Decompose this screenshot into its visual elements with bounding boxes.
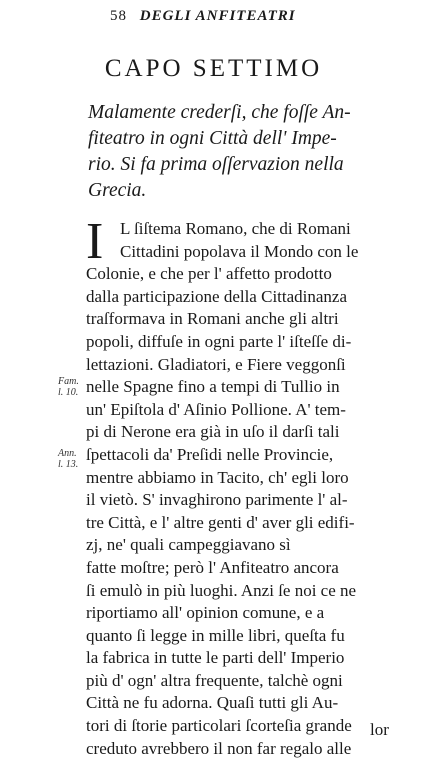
summary-line: fiteatro in ogni Città dell' Impe- [88, 128, 337, 149]
margin-note-ref: l. 10. [58, 387, 79, 398]
body-line: L ſiſtema Romano, che di Romani [120, 219, 351, 238]
body-line: fatte moſtre; però l' Anfiteatro ancora [86, 557, 339, 577]
body-line: dalla participazione della Cittadinanza [86, 286, 348, 306]
body-line: il vietò. S' invaghirono parimente l' al- [86, 490, 348, 510]
chapter-title: CAPO SETTIMO [104, 55, 323, 82]
page-number: 58 [110, 8, 127, 24]
body-line: tre Città, e l' altre genti d' aver gli edifi- [86, 512, 355, 532]
running-title: DEGLI ANFITEATRI [139, 8, 296, 24]
margin-note-ref: l. 13. [58, 459, 79, 470]
summary-line: Grecia. [88, 180, 147, 201]
body-line: Colonie, e che per l' affetto prodotto [86, 264, 332, 284]
body-line: Cittadini popolava il Mondo con le [120, 241, 359, 261]
margin-note [58, 448, 78, 470]
body-line: mentre abbiamo in Tacito, ch' egli loro [86, 467, 349, 487]
body-line: quanto ſi legge in mille libri, queſta fu [86, 625, 345, 645]
body-line: più d' ogn' altra frequente, talchè ogni [86, 670, 343, 690]
body-line: pi di Nerone era già in uſo il darſi tali [86, 422, 340, 442]
margin-note [58, 376, 79, 398]
summary-line: rio. Si fa prima oſſervazion nella [88, 154, 344, 175]
drop-cap: I [86, 213, 104, 270]
body-line: nelle Spagne fino a tempi di Tullio in [86, 377, 340, 397]
margin-note-source: Ann. [58, 448, 77, 459]
body-line: lettazioni. Gladiatori, e Fiere veggonſi [86, 354, 346, 374]
body-line: zj, ne' quali campeggiavano sì [86, 535, 291, 555]
body-line: tori di ſtorie particolari ſcorteſia grande [86, 716, 352, 736]
body-line: un' Epiſtola d' Aſinio Pollione. A' tem- [86, 399, 346, 419]
body-line: ſi emulò in più luoghi. Anzi ſe noi ce ne [86, 580, 357, 600]
body-text [86, 213, 416, 760]
summary-line: Malamente crederſi, che foſſe An- [88, 102, 351, 123]
body-line: traſformava in Romani anche gli altri [86, 309, 339, 329]
catchword: lor [370, 720, 389, 739]
body-line: riportiamo all' opinion comune, e a [86, 603, 325, 623]
margin-note-source: Fam. [58, 376, 79, 387]
body-line: Città ne fu adorna. Quaſi tutti gli Au- [86, 693, 339, 713]
running-header [110, 8, 410, 25]
body-line: creduto avrebbero il non far regalo alle [86, 738, 352, 758]
chapter-summary [88, 100, 418, 204]
body-line: la fabrica in tutte le parti dell' Imperio [86, 648, 345, 668]
body-line: popoli, diffuſe in ogni parte l' iſteſſe di- [86, 331, 352, 351]
body-line: ſpettacoli da' Preſidi nelle Provincie, [86, 444, 334, 464]
